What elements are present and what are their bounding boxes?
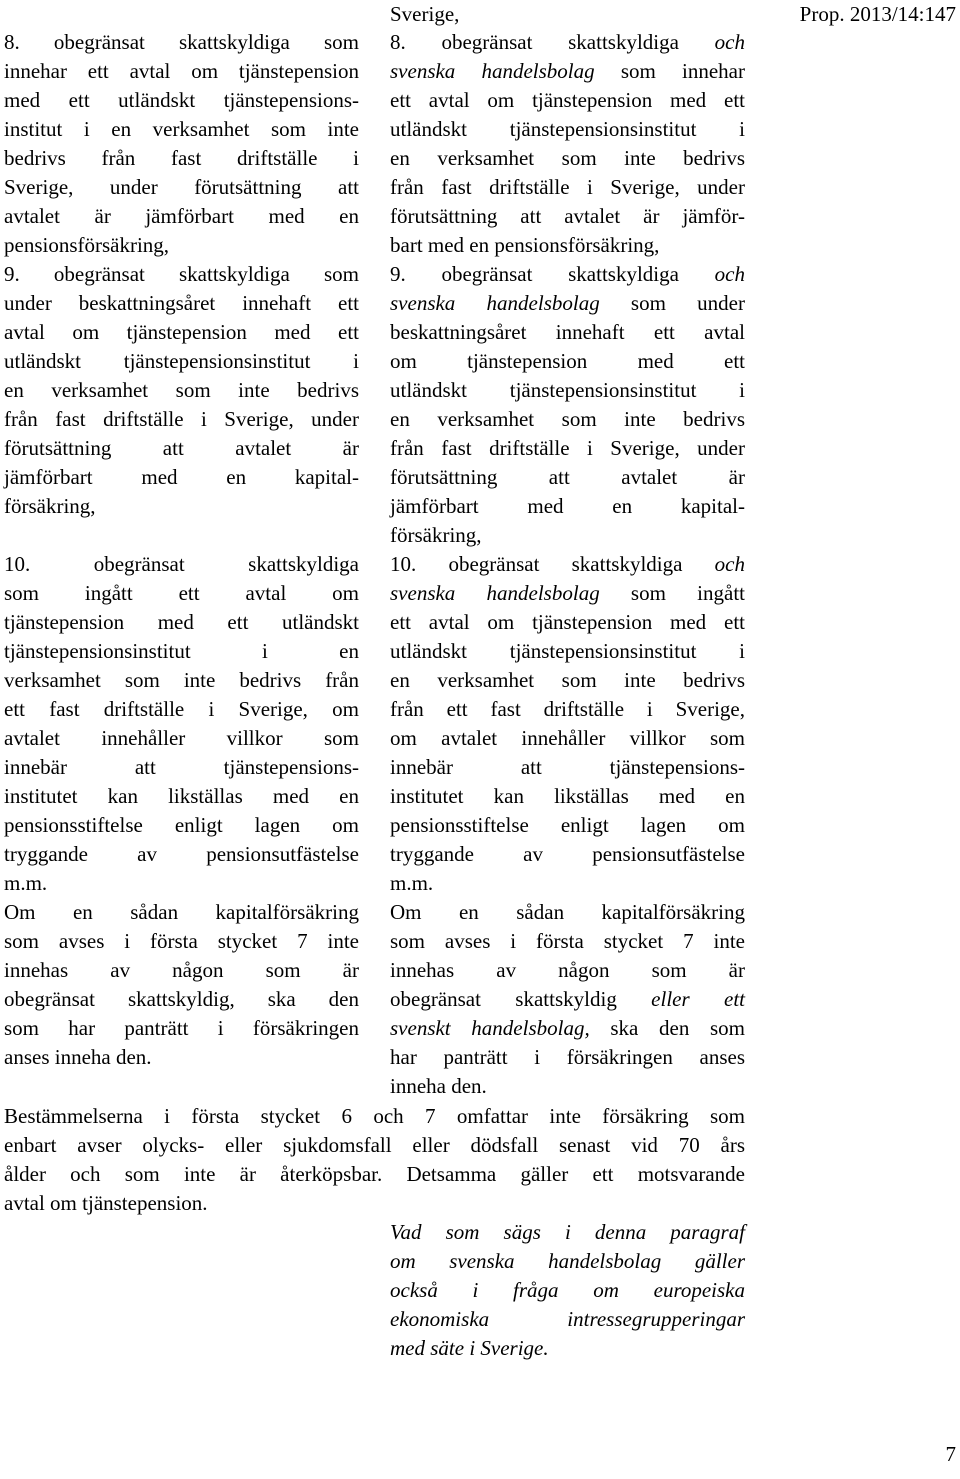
amended-text: svenska handelsbolag bbox=[390, 291, 600, 315]
left-column-line: institut i en verksamhet som inte bbox=[4, 117, 359, 141]
right-column-line bbox=[390, 57, 745, 86]
right-column-line: ett avtal om tjänstepension med ett bbox=[390, 88, 745, 112]
right-column-line: har panträtt i försäkringen anses bbox=[390, 1045, 745, 1069]
right-column-line: en verksamhet som inte bedrivs bbox=[390, 668, 745, 692]
left-column-line: pensionsstiftelse enligt lagen om bbox=[4, 813, 359, 837]
right-column-line: utländskt tjänstepensionsinstitut i bbox=[390, 639, 745, 663]
note-line: också i fråga om europeiska bbox=[390, 1278, 745, 1302]
left-column-line: förutsättning att avtalet är bbox=[4, 436, 359, 460]
left-column-line: obegränsat skattskyldig, ska den bbox=[4, 987, 359, 1011]
left-column-line: innehar ett avtal om tjänstepension bbox=[4, 59, 359, 83]
text-segment: 10. obegränsat skattskyldiga bbox=[390, 552, 715, 576]
amended-text: svenska handelsbolag bbox=[390, 59, 595, 83]
amended-text: och bbox=[714, 30, 745, 54]
right-column-line bbox=[390, 260, 745, 289]
left-column-line: innebär att tjänstepensions- bbox=[4, 755, 359, 779]
right-column-line bbox=[390, 28, 745, 57]
text-segment: 9. obegränsat skattskyldiga bbox=[390, 262, 715, 286]
right-column-line: förutsättning att avtalet är bbox=[390, 465, 745, 489]
bottom-paragraph-line: ålder och som inte är återköpsbar. Detsamma gäller ett motsvarande bbox=[4, 1162, 745, 1186]
left-column-line: under beskattningsåret innehaft ett bbox=[4, 291, 359, 315]
text-segment: 8. obegränsat skattskyldiga bbox=[390, 30, 715, 54]
right-column-line: en verksamhet som inte bedrivs bbox=[390, 407, 745, 431]
right-column-line: pensionsstiftelse enligt lagen om bbox=[390, 813, 745, 837]
right-column-line: inneha den. bbox=[390, 1074, 487, 1098]
page-number: 7 bbox=[945, 1442, 956, 1466]
left-column-line: ett fast driftställe i Sverige, om bbox=[4, 697, 359, 721]
note-line: ekonomiska intressegrupperingar bbox=[390, 1307, 745, 1331]
right-column-line: m.m. bbox=[390, 871, 434, 895]
left-column-line: tryggande av pensionsutfästelse bbox=[4, 842, 359, 866]
text-segment: obegränsat skattskyldig bbox=[390, 987, 652, 1011]
right-column-line: om tjänstepension med ett bbox=[390, 349, 745, 373]
left-column-line: pensionsförsäkring, bbox=[4, 233, 170, 257]
right-column-line: beskattningsåret innehaft ett avtal bbox=[390, 320, 745, 344]
left-column-line: avtal om tjänstepension med ett bbox=[4, 320, 359, 344]
bottom-paragraph-line: Bestämmelserna i första stycket 6 och 7 omfattar inte försäkring som bbox=[4, 1104, 745, 1128]
left-column-line: institutet kan likställas med en bbox=[4, 784, 359, 808]
left-column-line: som har panträtt i försäkringen bbox=[4, 1016, 359, 1040]
left-column-line: 9. obegränsat skattskyldiga som bbox=[4, 262, 359, 286]
text-segment: ska den som bbox=[589, 1016, 745, 1040]
bottom-paragraph-line: enbart avser olycks- eller sjukdomsfall eller dödsfall senast vid 70 års bbox=[4, 1133, 745, 1157]
right-column-line: innebär att tjänstepensions- bbox=[390, 755, 745, 779]
left-column-line: avtalet är jämförbart med en bbox=[4, 204, 359, 228]
amended-text: och bbox=[714, 262, 745, 286]
left-column-line: med ett utländskt tjänstepensions- bbox=[4, 88, 359, 112]
right-column-line: jämförbart med en kapital- bbox=[390, 494, 745, 518]
left-column-line: m.m. bbox=[4, 871, 48, 895]
right-column-line: institutet kan likställas med en bbox=[390, 784, 745, 808]
carry-over-word: Sverige, bbox=[390, 2, 460, 26]
text-segment: som ingått bbox=[599, 581, 745, 605]
right-column-line: från fast driftställe i Sverige, under bbox=[390, 436, 745, 460]
left-column-line: jämförbart med en kapital- bbox=[4, 465, 359, 489]
left-column-line: som avses i första stycket 7 inte bbox=[4, 929, 359, 953]
right-column-line bbox=[390, 289, 745, 318]
right-column-line bbox=[390, 550, 745, 579]
right-column-line: om avtalet innehåller villkor som bbox=[390, 726, 745, 750]
right-column-line bbox=[390, 1014, 745, 1043]
left-column-line: som ingått ett avtal om bbox=[4, 581, 359, 605]
left-column-line: avtalet innehåller villkor som bbox=[4, 726, 359, 750]
right-column-line bbox=[390, 579, 745, 608]
note-line: om svenska handelsbolag gäller bbox=[390, 1249, 745, 1273]
running-head: Prop. 2013/14:147 bbox=[799, 2, 956, 26]
note-line: Vad som sägs i denna paragraf bbox=[390, 1220, 745, 1244]
right-column-line: bart med en pensionsförsäkring, bbox=[390, 233, 660, 257]
left-column-line: tjänstepensionsinstitut i en bbox=[4, 639, 359, 663]
right-column-line: förutsättning att avtalet är jämför- bbox=[390, 204, 745, 228]
right-column-line: en verksamhet som inte bedrivs bbox=[390, 146, 745, 170]
amended-text: svenskt handelsbolag, bbox=[390, 1016, 590, 1040]
left-column-line: Sverige, under förutsättning att bbox=[4, 175, 359, 199]
right-column-line: från fast driftställe i Sverige, under bbox=[390, 175, 745, 199]
left-column-line: utländskt tjänstepensionsinstitut i bbox=[4, 349, 359, 373]
right-column-line: innehas av någon som är bbox=[390, 958, 745, 982]
left-column-line: anses inneha den. bbox=[4, 1045, 152, 1069]
right-column-line bbox=[390, 985, 745, 1014]
right-column-line: försäkring, bbox=[390, 523, 482, 547]
text-segment: som innehar bbox=[594, 59, 745, 83]
right-column-line: från ett fast driftställe i Sverige, bbox=[390, 697, 745, 721]
left-column-line: verksamhet som inte bedrivs från bbox=[4, 668, 359, 692]
left-column-line: en verksamhet som inte bedrivs bbox=[4, 378, 359, 402]
left-column-line: bedrivs från fast driftställe i bbox=[4, 146, 359, 170]
amended-text: svenska handelsbolag bbox=[390, 581, 600, 605]
left-column-line: Om en sådan kapitalförsäkring bbox=[4, 900, 359, 924]
text-segment: som under bbox=[599, 291, 745, 315]
right-column-line: Om en sådan kapitalförsäkring bbox=[390, 900, 745, 924]
right-column-line: utländskt tjänstepensionsinstitut i bbox=[390, 117, 745, 141]
amended-text: och bbox=[714, 552, 745, 576]
right-column-line: utländskt tjänstepensionsinstitut i bbox=[390, 378, 745, 402]
note-line: med säte i Sverige. bbox=[390, 1336, 549, 1360]
right-column-line: tryggande av pensionsutfästelse bbox=[390, 842, 745, 866]
left-column-line: 8. obegränsat skattskyldiga som bbox=[4, 30, 359, 54]
bottom-paragraph-line: avtal om tjänstepension. bbox=[4, 1191, 208, 1215]
left-column-line: tjänstepension med ett utländskt bbox=[4, 610, 359, 634]
amended-text: eller ett bbox=[651, 987, 745, 1011]
left-column-line: innehas av någon som är bbox=[4, 958, 359, 982]
left-column-line: försäkring, bbox=[4, 494, 96, 518]
right-column-line: som avses i första stycket 7 inte bbox=[390, 929, 745, 953]
left-column-line: från fast driftställe i Sverige, under bbox=[4, 407, 359, 431]
right-column-line: ett avtal om tjänstepension med ett bbox=[390, 610, 745, 634]
left-column-line: 10. obegränsat skattskyldiga bbox=[4, 552, 359, 576]
